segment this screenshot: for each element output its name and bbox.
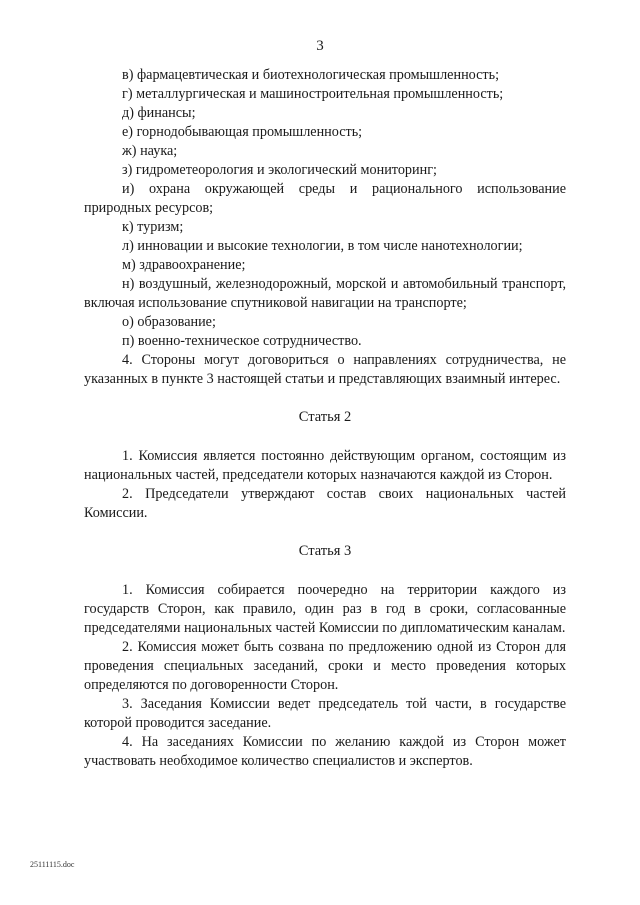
article-2-paragraph-1: 1. Комиссия является постоянно действующим органом, состоящим из национальных частей, председатели которых назначаются каждой из Сторон. bbox=[84, 448, 566, 483]
list-item: и) охрана окружающей среды и рационального использование природных ресурсов; bbox=[84, 181, 566, 216]
paragraph-4: 4. Стороны могут договориться о направлениях сотрудничества, не указанных в пункте 3 настоящей статьи и представляющих взаимный интерес. bbox=[84, 352, 566, 387]
list-item: п) военно-техническое сотрудничество. bbox=[122, 333, 362, 349]
list-item: ж) наука; bbox=[122, 143, 178, 159]
article-3-paragraph-3: 3. Заседания Комиссии ведет председатель той части, в государстве которой проводится заседание. bbox=[84, 696, 566, 731]
article-3-paragraph-4: 4. На заседаниях Комиссии по желанию каждой из Сторон может участвовать необходимое количество специалистов и экспертов. bbox=[84, 734, 566, 769]
list-item: н) воздушный, железнодорожный, морской и автомобильный транспорт, включая использование спутниковой навигации на транспорте; bbox=[84, 276, 566, 311]
article-2-paragraph-2: 2. Председатели утверждают состав своих национальных частей Комиссии. bbox=[84, 486, 566, 521]
article-3-paragraph-1: 1. Комиссия собирается поочередно на территории каждого из государств Сторон, как правило, один раз в год в сроки, согласованные председателями национальных частей Комиссии по дипломатическим каналам. bbox=[84, 582, 566, 636]
list-item: з) гидрометеорология и экологический мониторинг; bbox=[122, 162, 437, 178]
footer-filename: 25111115.doc bbox=[30, 860, 75, 869]
page-number: 3 bbox=[316, 38, 324, 54]
list-item: в) фармацевтическая и биотехнологическая промышленность; bbox=[122, 67, 500, 83]
list-item: д) финансы; bbox=[122, 105, 196, 121]
list-item: г) металлургическая и машиностроительная промышленность; bbox=[122, 86, 504, 102]
list-item: к) туризм; bbox=[122, 219, 184, 235]
article-3-paragraph-2: 2. Комиссия может быть созвана по предложению одной из Сторон для проведения специальных заседаний, сроки и место проведения которых определяются по договоренности Сторон. bbox=[84, 639, 566, 693]
article-2-heading: Статья 2 bbox=[298, 409, 352, 425]
document-body bbox=[84, 66, 566, 771]
list-item: л) инновации и высокие технологии, в том числе нанотехнологии; bbox=[122, 238, 523, 254]
list-item: е) горнодобывающая промышленность; bbox=[122, 124, 363, 140]
article-3-heading: Статья 3 bbox=[298, 543, 352, 559]
list-item: м) здравоохранение; bbox=[122, 257, 246, 273]
list-item: о) образование; bbox=[122, 314, 216, 330]
